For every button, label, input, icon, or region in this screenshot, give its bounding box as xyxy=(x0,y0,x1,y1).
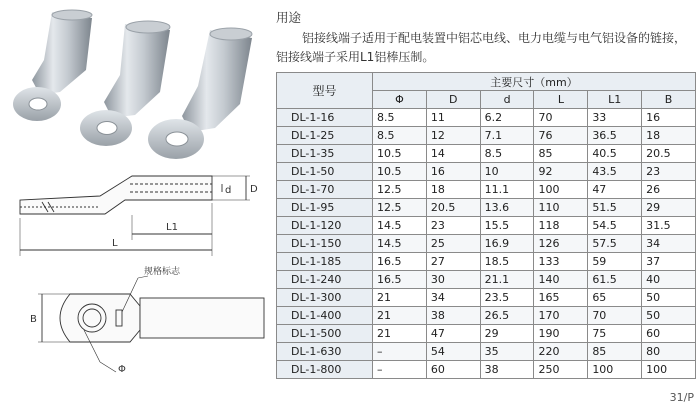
model-cell: DL-1-95 xyxy=(277,199,373,217)
value-cell: – xyxy=(373,343,427,361)
page-number: 31/P xyxy=(669,391,694,404)
label-mark: 规格标志 xyxy=(144,267,181,277)
label-L: L xyxy=(112,238,118,249)
value-cell: 14 xyxy=(426,145,480,163)
value-cell: 31.5 xyxy=(642,217,696,235)
table-row xyxy=(277,325,696,343)
value-cell: 36.5 xyxy=(588,127,642,145)
lug-photo-1 xyxy=(13,10,92,121)
model-cell: DL-1-185 xyxy=(277,253,373,271)
value-cell: 59 xyxy=(588,253,642,271)
value-cell: 190 xyxy=(534,325,588,343)
value-cell: 61.5 xyxy=(588,271,642,289)
model-cell: DL-1-16 xyxy=(277,109,373,127)
col-header-L: L xyxy=(534,91,588,109)
value-cell: 70 xyxy=(534,109,588,127)
value-cell: 38 xyxy=(426,307,480,325)
value-cell: 16.5 xyxy=(373,253,427,271)
value-cell: 21.1 xyxy=(480,271,534,289)
top-view-drawing xyxy=(38,276,264,372)
value-cell: 21 xyxy=(373,289,427,307)
model-cell: DL-1-25 xyxy=(277,127,373,145)
value-cell: 50 xyxy=(642,289,696,307)
value-cell: 35 xyxy=(480,343,534,361)
value-cell: 100 xyxy=(534,181,588,199)
value-cell: 50 xyxy=(642,307,696,325)
model-cell: DL-1-500 xyxy=(277,325,373,343)
value-cell: 21 xyxy=(373,325,427,343)
value-cell: 75 xyxy=(588,325,642,343)
value-cell: 29 xyxy=(480,325,534,343)
table-row xyxy=(277,163,696,181)
value-cell: 8.5 xyxy=(480,145,534,163)
table-row xyxy=(277,343,696,361)
value-cell: 126 xyxy=(534,235,588,253)
value-cell: 7.1 xyxy=(480,127,534,145)
model-cell: DL-1-300 xyxy=(277,289,373,307)
col-header-D: D xyxy=(426,91,480,109)
model-cell: DL-1-120 xyxy=(277,217,373,235)
value-cell: 20.5 xyxy=(642,145,696,163)
label-D: D xyxy=(250,184,258,195)
side-view-drawing xyxy=(20,176,250,256)
value-cell: 60 xyxy=(426,361,480,379)
value-cell: 11 xyxy=(426,109,480,127)
label-phi: Φ xyxy=(118,364,126,375)
model-cell: DL-1-240 xyxy=(277,271,373,289)
value-cell: 21 xyxy=(373,307,427,325)
col-header-L1: L1 xyxy=(588,91,642,109)
value-cell: 76 xyxy=(534,127,588,145)
value-cell: 15.5 xyxy=(480,217,534,235)
value-cell: 80 xyxy=(642,343,696,361)
value-cell: 18 xyxy=(426,181,480,199)
value-cell: 10 xyxy=(480,163,534,181)
value-cell: 14.5 xyxy=(373,217,427,235)
value-cell: 220 xyxy=(534,343,588,361)
label-L1: L1 xyxy=(166,222,178,233)
value-cell: 23 xyxy=(426,217,480,235)
value-cell: 30 xyxy=(426,271,480,289)
value-cell: 165 xyxy=(534,289,588,307)
value-cell: 34 xyxy=(642,235,696,253)
value-cell: 133 xyxy=(534,253,588,271)
value-cell: 60 xyxy=(642,325,696,343)
value-cell: – xyxy=(373,361,427,379)
model-cell: DL-1-400 xyxy=(277,307,373,325)
table-body xyxy=(277,109,696,379)
value-cell: 27 xyxy=(426,253,480,271)
col-header-d: d xyxy=(480,91,534,109)
value-cell: 18 xyxy=(642,127,696,145)
table-row xyxy=(277,181,696,199)
value-cell: 140 xyxy=(534,271,588,289)
model-cell: DL-1-35 xyxy=(277,145,373,163)
value-cell: 23 xyxy=(642,163,696,181)
value-cell: 6.2 xyxy=(480,109,534,127)
table-row xyxy=(277,253,696,271)
value-cell: 40.5 xyxy=(588,145,642,163)
value-cell: 70 xyxy=(588,307,642,325)
value-cell: 110 xyxy=(534,199,588,217)
value-cell: 12.5 xyxy=(373,199,427,217)
value-cell: 100 xyxy=(642,361,696,379)
value-cell: 8.5 xyxy=(373,127,427,145)
value-cell: 16.5 xyxy=(373,271,427,289)
table-row xyxy=(277,145,696,163)
value-cell: 16 xyxy=(642,109,696,127)
value-cell: 47 xyxy=(588,181,642,199)
label-B: B xyxy=(30,314,37,325)
value-cell: 85 xyxy=(588,343,642,361)
model-cell: DL-1-800 xyxy=(277,361,373,379)
value-cell: 34 xyxy=(426,289,480,307)
value-cell: 12.5 xyxy=(373,181,427,199)
value-cell: 47 xyxy=(426,325,480,343)
value-cell: 51.5 xyxy=(588,199,642,217)
value-cell: 43.5 xyxy=(588,163,642,181)
dimension-group-header: 主要尺寸（mm） xyxy=(373,73,696,91)
value-cell: 16.9 xyxy=(480,235,534,253)
value-cell: 18.5 xyxy=(480,253,534,271)
model-cell: DL-1-150 xyxy=(277,235,373,253)
value-cell: 12 xyxy=(426,127,480,145)
value-cell: 54.5 xyxy=(588,217,642,235)
value-cell: 26.5 xyxy=(480,307,534,325)
terminal-illustration xyxy=(0,0,270,402)
model-header: 型号 xyxy=(277,73,373,109)
value-cell: 38 xyxy=(480,361,534,379)
value-cell: 65 xyxy=(588,289,642,307)
table-row xyxy=(277,235,696,253)
usage-heading: 用途 xyxy=(276,10,302,25)
value-cell: 54 xyxy=(426,343,480,361)
value-cell: 29 xyxy=(642,199,696,217)
table-row xyxy=(277,271,696,289)
table-header-row xyxy=(277,73,696,91)
col-header-B: B xyxy=(642,91,696,109)
model-cell: DL-1-70 xyxy=(277,181,373,199)
value-cell: 92 xyxy=(534,163,588,181)
value-cell: 250 xyxy=(534,361,588,379)
value-cell: 16 xyxy=(426,163,480,181)
value-cell: 170 xyxy=(534,307,588,325)
table-row xyxy=(277,217,696,235)
value-cell: 11.1 xyxy=(480,181,534,199)
col-header-phi: Φ xyxy=(373,91,427,109)
value-cell: 25 xyxy=(426,235,480,253)
table-row xyxy=(277,361,696,379)
value-cell: 10.5 xyxy=(373,145,427,163)
value-cell: 100 xyxy=(588,361,642,379)
value-cell: 14.5 xyxy=(373,235,427,253)
value-cell: 40 xyxy=(642,271,696,289)
table-row xyxy=(277,289,696,307)
value-cell: 85 xyxy=(534,145,588,163)
spec-table xyxy=(276,72,696,379)
value-cell: 8.5 xyxy=(373,109,427,127)
value-cell: 10.5 xyxy=(373,163,427,181)
table-row xyxy=(277,199,696,217)
value-cell: 33 xyxy=(588,109,642,127)
model-cell: DL-1-630 xyxy=(277,343,373,361)
value-cell: 26 xyxy=(642,181,696,199)
table-row xyxy=(277,127,696,145)
value-cell: 37 xyxy=(642,253,696,271)
value-cell: 13.6 xyxy=(480,199,534,217)
value-cell: 57.5 xyxy=(588,235,642,253)
value-cell: 23.5 xyxy=(480,289,534,307)
model-cell: DL-1-50 xyxy=(277,163,373,181)
table-row xyxy=(277,109,696,127)
value-cell: 118 xyxy=(534,217,588,235)
label-d: d xyxy=(225,185,232,196)
usage-section xyxy=(276,8,696,67)
value-cell: 20.5 xyxy=(426,199,480,217)
table-row xyxy=(277,307,696,325)
usage-text: 铝接线端子适用于配电装置中铝芯电线、电力电缆与电气铝设备的链接，铝接线端子采用L1铝棒压制。 xyxy=(276,31,687,64)
